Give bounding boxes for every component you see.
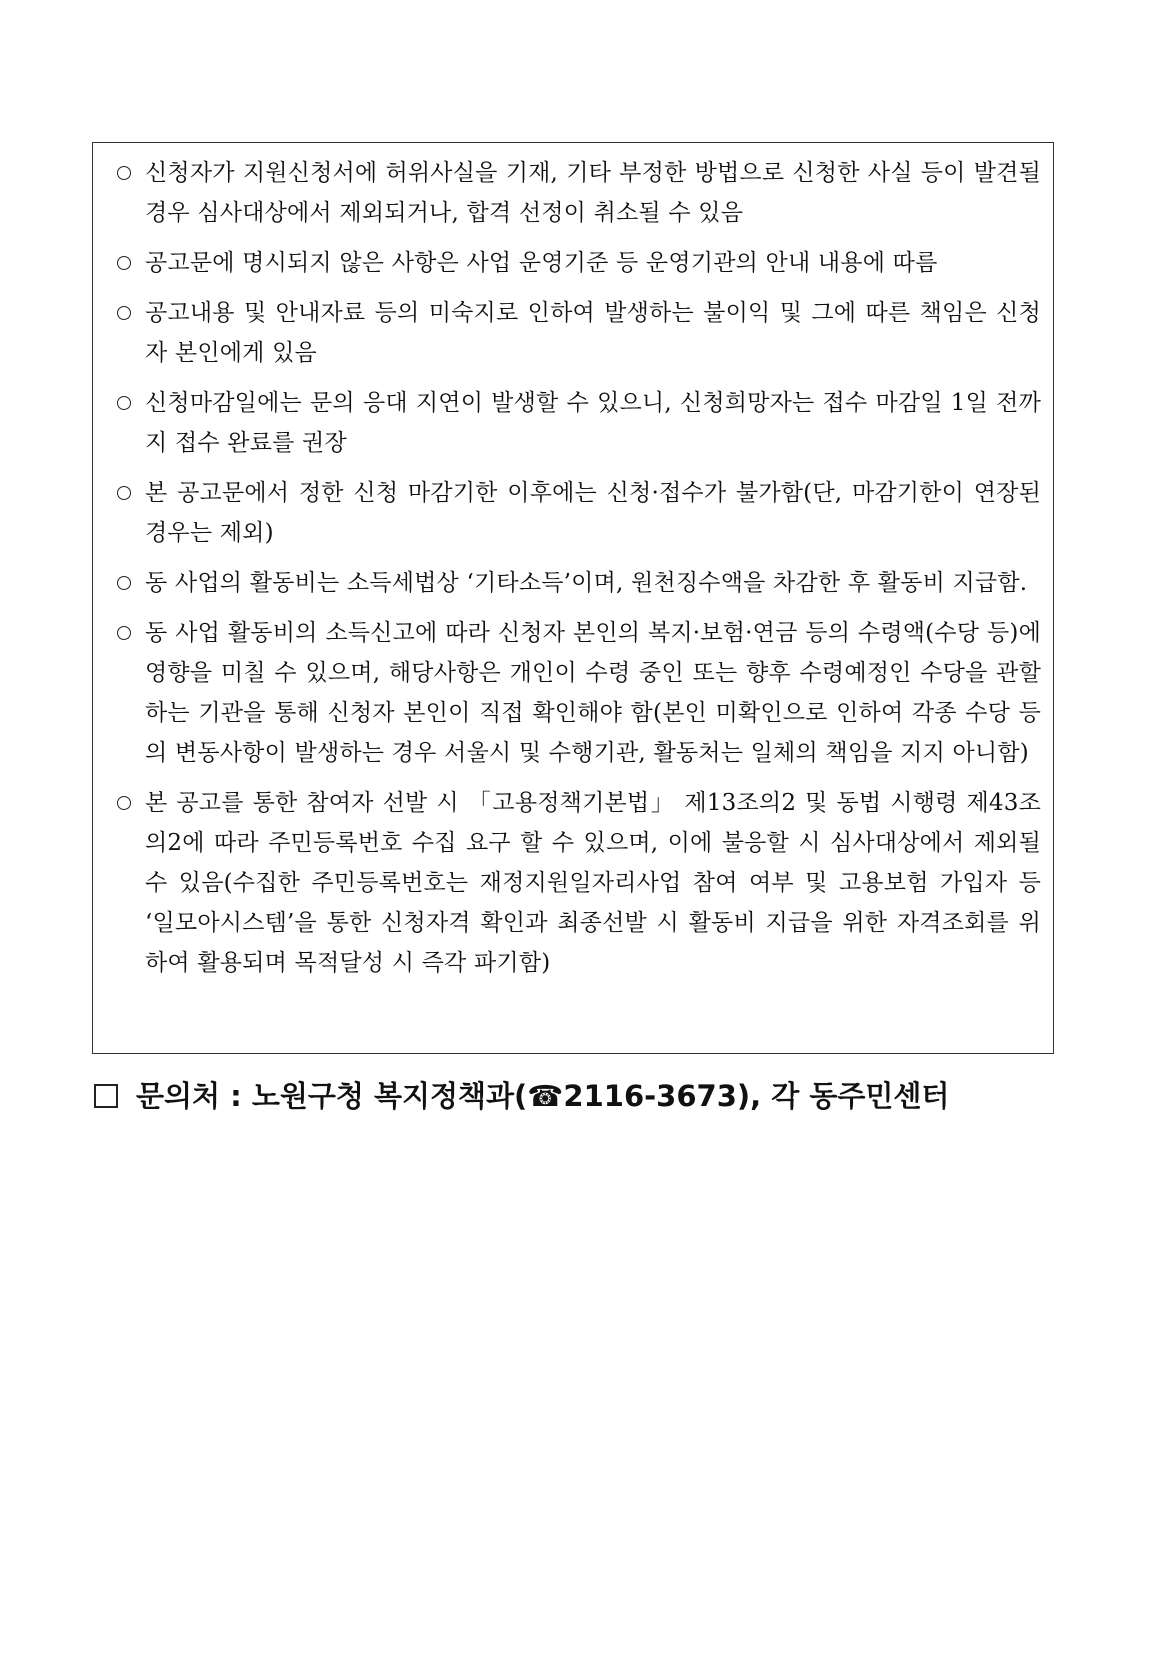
notice-item-text: 신청마감일에는 문의 응대 지연이 발생할 수 있으니, 신청희망자는 접수 마감일 1일 전까지 접수 완료를 권장 (145, 390, 1041, 456)
notice-item-text: 공고문에 명시되지 않은 사항은 사업 운영기준 등 운영기관의 안내 내용에 따름 (145, 250, 938, 276)
notice-item (117, 383, 1041, 463)
notice-item (117, 473, 1041, 553)
notice-item (117, 293, 1041, 373)
notice-item-text: 본 공고문에서 정한 신청 마감기한 이후에는 신청·접수가 불가함(단, 마감기한이 연장된 경우는 제외) (145, 480, 1041, 546)
notice-item (117, 243, 1041, 283)
notice-item-text: 본 공고를 통한 참여자 선발 시 「고용정책기본법」 제13조의2 및 동법 시행령 제43조의2에 따라 주민등록번호 수집 요구 할 수 있으며, 이에 불응할 시 심사대상에서 제외될 수 있음(수집한 주민등록번호는 재정지원일자리사업 참여 여부 및 고용보험 가입자 등 ‘일모아시스템’을 통한 신청자격 확인과 최종선발 시 활동비 지급을 위한 자격조회를 위하여 활용되며 목적달성 시 즉각 파기함) (145, 790, 1041, 976)
contact-text: 문의처 : 노원구청 복지정책과(☎2116-3673), 각 동주민센터 (136, 1079, 950, 1113)
notice-item-text: 동 사업의 활동비는 소득세법상 ‘기타소득’이며, 원천징수액을 차감한 후 활동비 지급함. (145, 570, 1028, 596)
notice-item-text: 공고내용 및 안내자료 등의 미숙지로 인하여 발생하는 불이익 및 그에 따른 책임은 신청자 본인에게 있음 (145, 300, 1041, 366)
notice-item (117, 783, 1041, 983)
notice-box (92, 142, 1054, 1054)
circle-bullet-icon (117, 626, 131, 640)
circle-bullet-icon (117, 256, 131, 270)
notice-item (117, 563, 1041, 603)
circle-bullet-icon (117, 486, 131, 500)
circle-bullet-icon (117, 576, 131, 590)
circle-bullet-icon (117, 396, 131, 410)
notice-item (117, 613, 1041, 773)
notice-item-text: 신청자가 지원신청서에 허위사실을 기재, 기타 부정한 방법으로 신청한 사실 등이 발견될 경우 심사대상에서 제외되거나, 합격 선정이 취소될 수 있음 (145, 160, 1041, 226)
circle-bullet-icon (117, 166, 131, 180)
notice-item-text: 동 사업 활동비의 소득신고에 따라 신청자 본인의 복지·보험·연금 등의 수령액(수당 등)에 영향을 미칠 수 있으며, 해당사항은 개인이 수령 중인 또는 향후 수령예정인 수당을 관할하는 기관을 통해 신청자 본인이 직접 확인해야 함(본인 미확인으로 인하여 각종 수당 등의 변동사항이 발생하는 경우 서울시 및 수행기관, 활동처는 일체의 책임을 지지 아니함) (145, 620, 1041, 766)
circle-bullet-icon (117, 796, 131, 810)
contact-line (94, 1076, 1074, 1116)
square-bullet-icon (94, 1084, 118, 1108)
notice-item (117, 153, 1041, 233)
circle-bullet-icon (117, 306, 131, 320)
